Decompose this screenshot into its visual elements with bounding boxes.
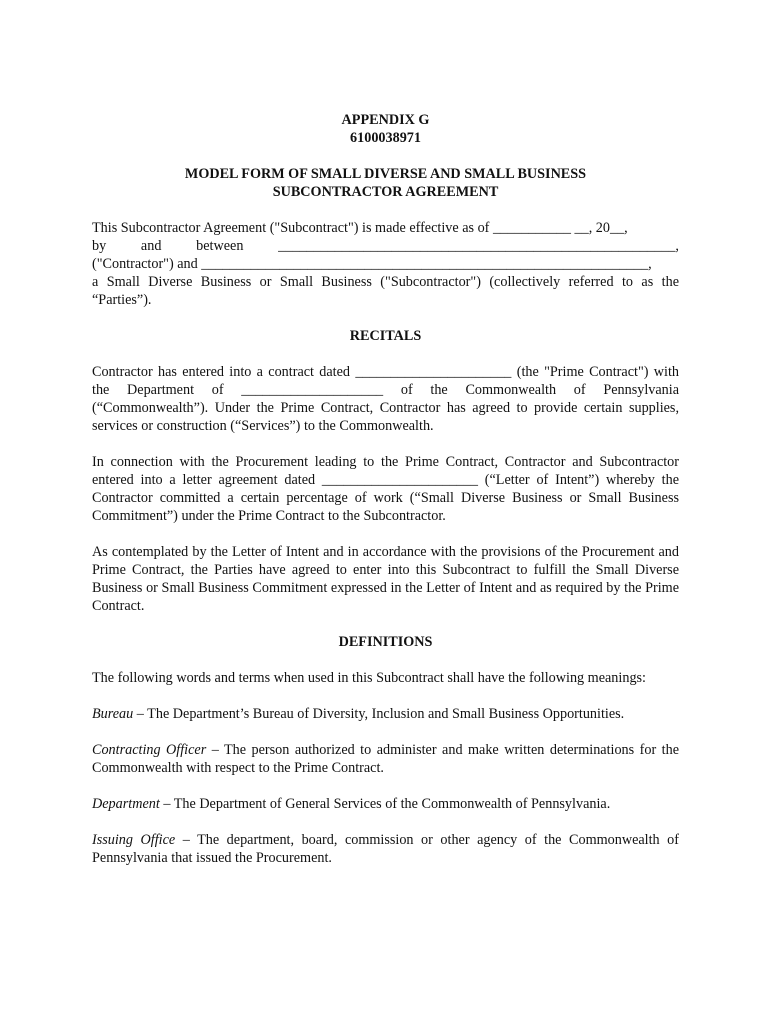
document-page [92, 111, 679, 867]
appendix-label: APPENDIX G [341, 112, 430, 128]
definition-term: Bureau [92, 706, 134, 722]
intro-line-4: a Small Diverse Business or Small Business ("Subcontractor") (collectively referred to as the “Parties”). [92, 274, 679, 308]
definition-term: Department [92, 796, 160, 812]
intro-line-1: This Subcontractor Agreement ("Subcontract") is made effective as of ___________ __, 20__, [92, 220, 628, 236]
recital-paragraph-1: Contractor has entered into a contract dated ______________________ (the "Prime Contract") with the Department of ____________________ of the Commonwealth of Pennsylvania (“Commonwealth”). Under the Prime Contract, Contractor has agreed to provide certain supplies, services or construction (“Services”) to the Commonwealth. [92, 364, 679, 434]
definition-department [92, 795, 679, 813]
title-line-1: MODEL FORM OF SMALL DIVERSE AND SMALL BUSINESS [184, 166, 587, 182]
definition-contracting-officer [92, 741, 679, 777]
definition-text: – The person authorized to administer and make written determinations for the Commonwealth with respect to the Prime Contract. [92, 742, 679, 776]
definition-issuing-office [92, 831, 679, 867]
intro-word-between: between [196, 238, 244, 254]
definition-text: – The Department’s Bureau of Diversity, Inclusion and Small Business Opportunities. [133, 706, 625, 722]
definition-term: Contracting Officer [92, 742, 207, 758]
definition-bureau [92, 705, 679, 723]
contractor-blank: ________________________________________________________, [278, 238, 679, 254]
intro-word-and: and [140, 238, 162, 254]
document-number: 6100038971 [350, 130, 421, 146]
intro-paragraph [92, 219, 679, 309]
intro-word-by: by [92, 238, 107, 254]
document-title [92, 165, 679, 201]
title-line-2: SUBCONTRACTOR AGREEMENT [272, 184, 499, 200]
definition-text: – The department, board, commission or other agency of the Commonwealth of Pennsylvania that issued the Procurement. [92, 832, 679, 866]
definition-term: Issuing Office [92, 832, 176, 848]
definitions-intro: The following words and terms when used in this Subcontract shall have the following meanings: [92, 670, 646, 686]
definitions-heading: DEFINITIONS [338, 634, 433, 650]
recital-paragraph-2: In connection with the Procurement leading to the Prime Contract, Contractor and Subcontractor entered into a letter agreement dated ______________________ (“Letter of Intent”) whereby the Contractor committed a certain percentage of work (“Small Diverse Business or Small Business Commitment”) under the Prime Contract to the Subcontractor. [92, 454, 679, 524]
recitals-heading: RECITALS [349, 328, 422, 344]
intro-line-2 [92, 237, 679, 255]
definition-text: – The Department of General Services of the Commonwealth of Pennsylvania. [159, 796, 611, 812]
recital-paragraph-3: As contemplated by the Letter of Intent and in accordance with the provisions of the Procurement and Prime Contract, the Parties have agreed to enter into this Subcontract to fulfill the Small Diverse Business or Small Business Commitment expressed in the Letter of Intent and as required by the Prime Contract. [92, 544, 679, 614]
intro-line-3: ("Contractor") and _______________________________________________________________, [92, 256, 652, 272]
